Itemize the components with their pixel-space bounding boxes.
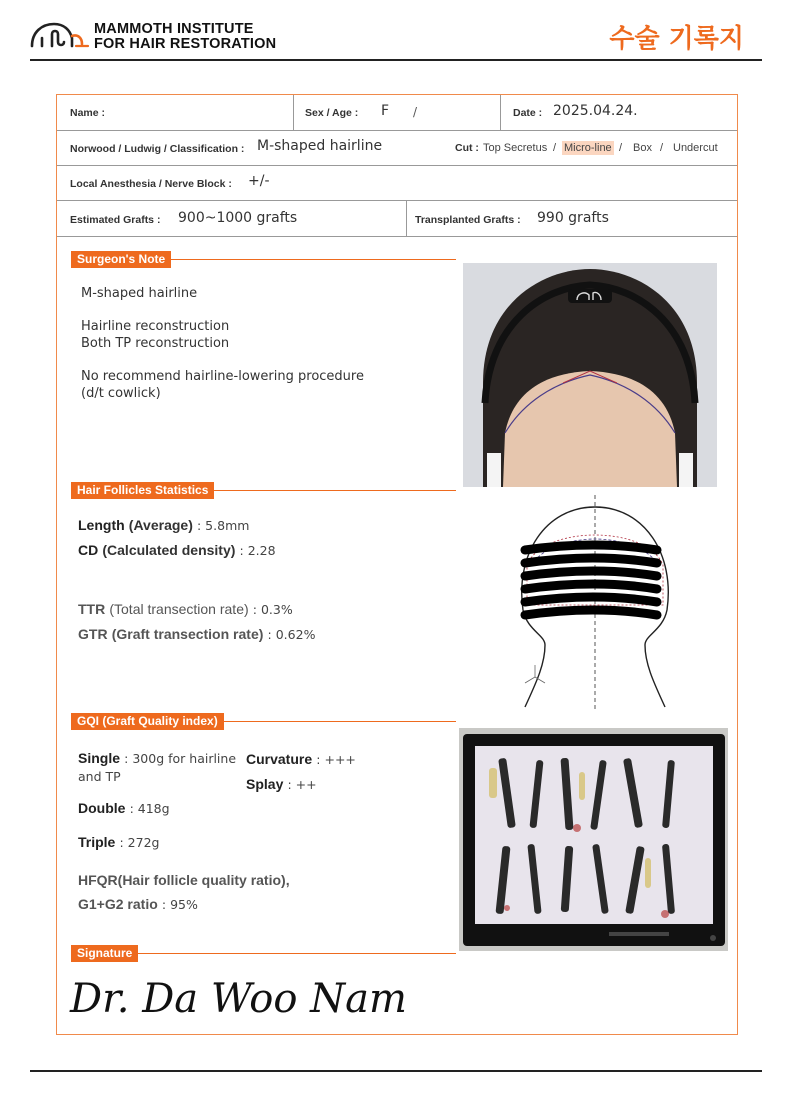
cut-option-micro-line-selected[interactable]: Micro-line [564,142,612,154]
doctor-signature [66,968,446,1028]
single-value: : 300g for hairline [124,751,237,766]
ttr-stat [78,601,293,618]
gtr-paren: (Graft transection rate) [111,626,264,642]
surgeons-note-text[interactable] [81,285,364,402]
g-ratio-label: G1+G2 ratio [78,896,158,912]
section-rule [168,259,456,260]
g-ratio-value: : 95% [161,897,198,912]
row-classification-cut [57,131,737,166]
note-line: M-shaped hairline [81,286,198,301]
head-diagram [505,495,685,715]
ttr-value: : 0.3% [252,602,293,617]
note-line: Both TP reconstruction [81,336,230,351]
note-spacer [81,352,364,368]
double-stat [78,800,170,817]
note-line: Hairline reconstruction [81,319,230,334]
gqi-heading: GQI (Graft Quality index) [71,713,224,730]
hfqr-stat [78,872,290,889]
section-rule [220,721,456,722]
length-paren: (Average) [128,517,193,533]
single-stat [78,750,236,786]
cut-option-top-secretus[interactable]: Top Secretus [483,142,548,154]
divider [500,95,501,130]
follicle-stats-heading: Hair Follicles Statistics [71,482,214,499]
age-separator: / [413,105,418,119]
splay-value: : ++ [287,777,317,792]
surgeons-note-heading: Surgeon's Note [71,251,171,268]
signature-heading: Signature [71,945,138,962]
document-title: 수술 기록지 [609,24,744,54]
institute-logo [30,20,290,56]
header-divider [30,59,762,61]
double-value: : 418g [129,801,170,816]
mammoth-logo-icon [30,20,90,50]
cut-option-undercut[interactable]: Undercut [673,142,718,154]
ttr-label: TTR [78,601,106,617]
gtr-stat [78,626,315,643]
ttr-paren: (Total transection rate) [109,601,249,617]
hfqr-label: HFQR(Hair follicle quality ratio), [78,872,290,888]
anesthesia-value[interactable]: +/- [248,173,270,189]
anesthesia-label: Local Anesthesia / Nerve Block : [70,178,232,190]
sex-age-label: Sex / Age : [305,107,359,119]
triple-value: : 272g [119,835,160,850]
g-ratio-stat [78,896,198,913]
estimated-grafts-label: Estimated Grafts : [70,214,161,226]
transplanted-grafts-value[interactable]: 990 grafts [537,210,609,226]
section-rule [210,490,456,491]
splay-stat [246,776,317,793]
date-value[interactable]: 2025.04.24. [553,103,638,119]
single-label: Single [78,750,121,766]
row-name-sex-date [57,95,737,131]
transplanted-grafts-label: Transplanted Grafts : [415,214,521,226]
row-anesthesia [57,166,737,201]
triple-stat [78,834,159,851]
gtr-label: GTR [78,626,108,642]
cd-stat [78,542,276,559]
note-line: No recommend hairline-lowering procedure [81,369,364,384]
splay-label: Splay [246,776,284,792]
note-line: (d/t cowlick) [81,386,161,401]
cd-paren: (Calculated density) [102,542,236,558]
cut-separator: / [619,142,623,154]
gtr-value: : 0.62% [267,627,316,642]
row-grafts [57,201,737,237]
logo-line-2: FOR HAIR RESTORATION [94,36,277,52]
divider [406,201,407,236]
cd-value: : 2.28 [239,543,276,558]
classification-value[interactable]: M-shaped hairline [257,138,383,154]
curvature-stat [246,751,356,768]
logo-line-1: MAMMOTH INSTITUTE [94,21,254,37]
cut-option-box[interactable]: Box [633,142,652,154]
note-spacer [81,302,364,318]
estimated-grafts-value[interactable]: 900~1000 grafts [178,210,298,226]
cd-label: CD [78,542,99,558]
cut-label: Cut : [455,142,479,154]
classification-label: Norwood / Ludwig / Classification : [70,143,245,155]
length-stat [78,517,249,534]
footer-divider [30,1070,762,1072]
curvature-value: : +++ [316,752,356,767]
length-value: : 5.8mm [197,518,250,533]
date-label: Date : [513,107,543,119]
length-label: Length [78,517,125,533]
divider [293,95,294,130]
sex-value[interactable]: F [381,103,390,119]
double-label: Double [78,800,126,816]
signature-script: Dr. Da Woo Nam [70,976,407,1022]
cut-separator: / [553,142,557,154]
curvature-label: Curvature [246,751,313,767]
triple-label: Triple [78,834,116,850]
name-label: Name : [70,107,106,119]
hairline-photo [463,263,717,487]
graft-monitor-photo [459,728,728,951]
section-rule [138,953,456,954]
cut-separator: / [660,142,664,154]
single-value-2: and TP [78,769,121,784]
